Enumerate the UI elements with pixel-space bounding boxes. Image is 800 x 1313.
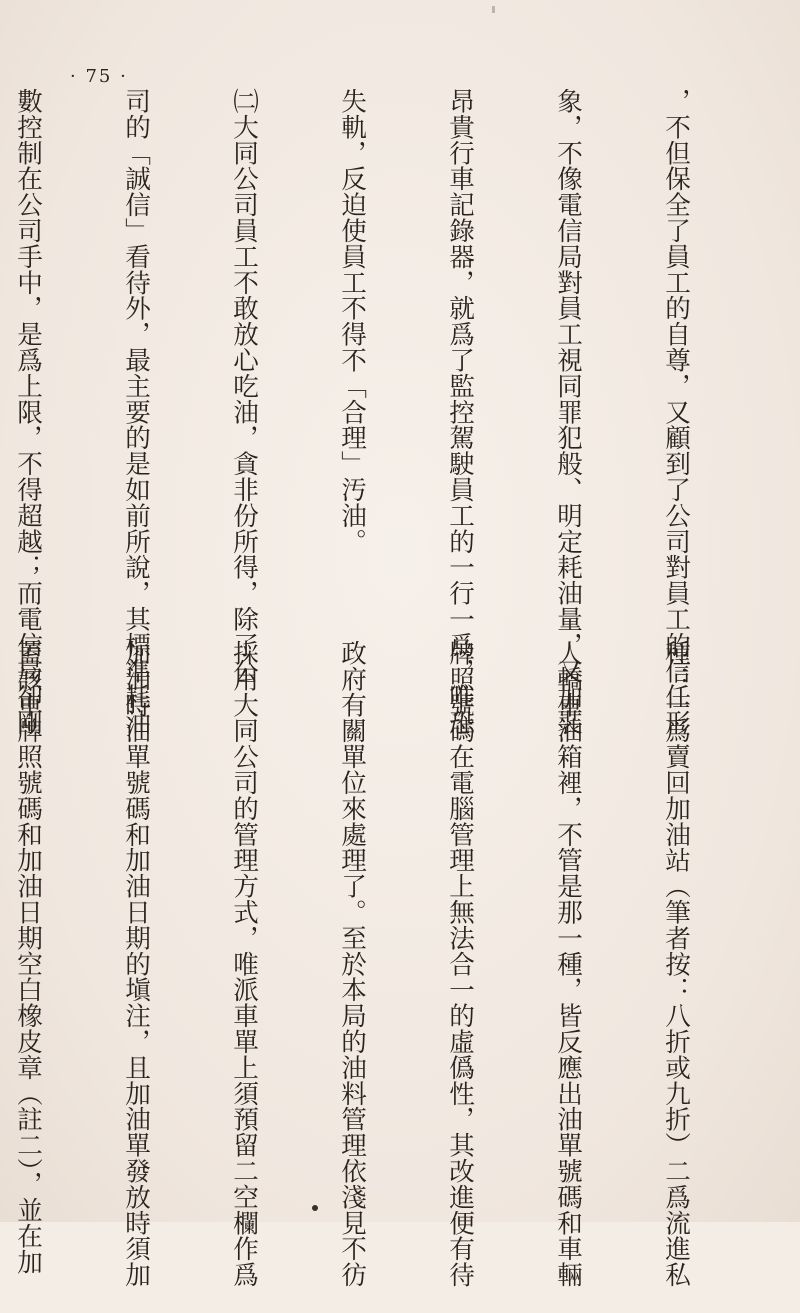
text-column: 司的「誠信」看待外，最主要的是如前所說，其標準耗油 xyxy=(121,88,151,736)
text-column: 採用大同公司的管理方式，唯派車單上須預留二空欄作爲 xyxy=(229,640,259,1288)
text-column: 數控制在公司手中，是爲上限，不得超越；而電信局卻剛 xyxy=(13,88,43,736)
text-column: ，不但保全了員工的自尊，又顧到了公司對員工的信任形 xyxy=(661,88,691,736)
paper-speck xyxy=(492,6,495,13)
text-column: 昂貴行車記錄器，就爲了監控駕駛員工的一行一爲，唯恐 xyxy=(445,88,475,736)
text-column: 牌照號碼在電腦管理上無法合一的虛僞性，其改進便有待 xyxy=(445,640,475,1288)
page-dot xyxy=(312,1205,318,1211)
upper-text-block xyxy=(0,88,766,736)
page-number: · 75 · xyxy=(70,66,128,87)
text-column: 種：一爲賣回加油站（筆者按：八折或九折）二爲流進私 xyxy=(661,640,691,1288)
text-column: 人轎車油箱裡，不管是那一種，皆反應出油單號碼和車輛 xyxy=(553,640,583,1288)
text-column: 失軌，反迫使員工不得不「合理」汚油。 xyxy=(337,88,367,555)
text-column: 加油時油單號碼和加油日期的塡注，且加油單發放時須加 xyxy=(121,640,151,1288)
text-column: 政府有關單位來處理了。至於本局的油料管理依淺見不彷 xyxy=(337,640,367,1288)
text-column: ㈡大同公司員工不敢放心吃油，貪非份所得，除了公 xyxy=(229,88,259,684)
lower-text-block xyxy=(0,640,766,1288)
text-column: 蓋該車牌照號碼和加油日期空白橡皮章（註二），並在加 xyxy=(13,640,43,1275)
text-column: 象，不像電信局對員工視同罪犯般、明定耗油量，又加裝 xyxy=(553,88,583,736)
